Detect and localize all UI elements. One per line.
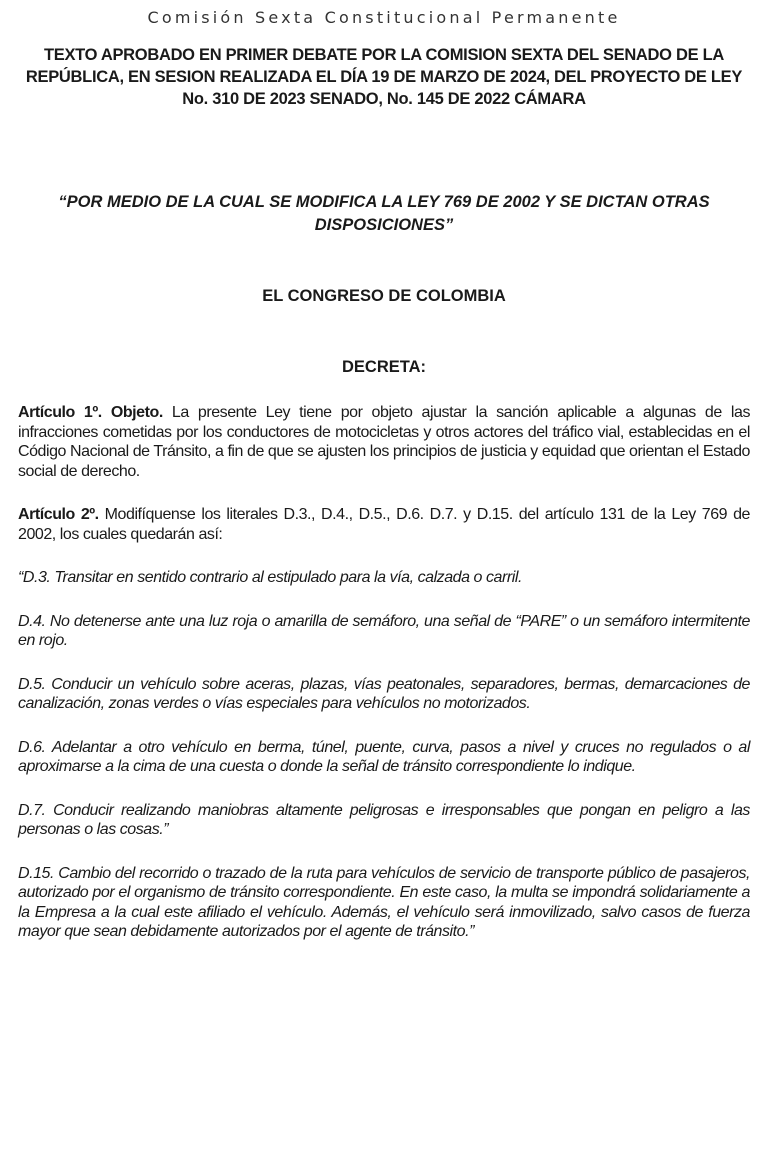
document-title: TEXTO APROBADO EN PRIMER DEBATE POR LA COMISION SEXTA DEL SENADO DE LA REPÚBLICA, EN SESION REALIZADA EL DÍA 19 DE MARZO DE 2024, DEL PROYECTO DE LEY No. 310 DE 2023 SENADO, No. 145 DE 2022 CÁMARA	[25, 46, 743, 108]
literal-d15: D.15. Cambio del recorrido o trazado de la ruta para vehículos de servicio de transporte público de pasajeros, autorizado por el organismo de tránsito correspondiente. En este caso, la multa se impondrá solidariamente a la Empresa a la cual este afiliado el vehículo. Además, el vehículo será inmovilizado, salvo casos de fuerza mayor que sean debidamente autorizados por el agente de tránsito.”	[18, 864, 750, 940]
literal-d3: “D.3. Transitar en sentido contrario al estipulado para la vía, calzada o carril.	[18, 569, 522, 586]
literal-d6: D.6. Adelantar a otro vehículo en berma, túnel, puente, curva, pasos a nivel y cruces no regulados o al aproximarse a la cima de una cuesta o donde la señal de tránsito correspondiente lo indique.	[18, 738, 750, 775]
article-2	[18, 505, 750, 544]
literal-d4: D.4. No detenerse ante una luz roja o amarilla de semáforo, una señal de “PARE” o un semáforo intermitente en rojo.	[18, 612, 750, 649]
decreta-heading: DECRETA:	[341, 358, 427, 376]
literal-d7: D.7. Conducir realizando maniobras altamente peligrosas e irresponsables que pongan en peligro a las personas o las cosas.”	[18, 801, 750, 838]
article-text: La presente Ley tiene por objeto ajustar la sanción aplicable a algunas de las infracciones cometidas por los conductores de motocicletas y otros actores del tráfico vial, establecidas en el Código Nacional de Tránsito, a fin de que se ajusten los principios de justicia y equidad que orientan el Estado social de derecho.	[18, 404, 750, 480]
document-body	[18, 403, 750, 966]
article-heading: Artículo 2º.	[18, 506, 99, 523]
committee-header: Comisión Sexta Constitucional Permanente	[147, 8, 621, 27]
literal-d5: D.5. Conducir un vehículo sobre aceras, plazas, vías peatonales, separadores, bermas, demarcaciones de canalización, zonas verdes o vías especiales para vehículos no motorizados.	[18, 675, 750, 712]
article-text: Modifíquense los literales D.3., D.4., D.5., D.6. D.7. y D.15. del artículo 131 de la Ley 769 de 2002, los cuales quedarán así:	[18, 506, 750, 543]
article-heading: Artículo 1º. Objeto.	[18, 404, 163, 421]
congress-heading: EL CONGRESO DE COLOMBIA	[262, 287, 506, 305]
article-1	[18, 403, 750, 481]
law-subtitle: “POR MEDIO DE LA CUAL SE MODIFICA LA LEY 769 DE 2002 Y SE DICTAN OTRAS DISPOSICIONES”	[58, 193, 710, 234]
